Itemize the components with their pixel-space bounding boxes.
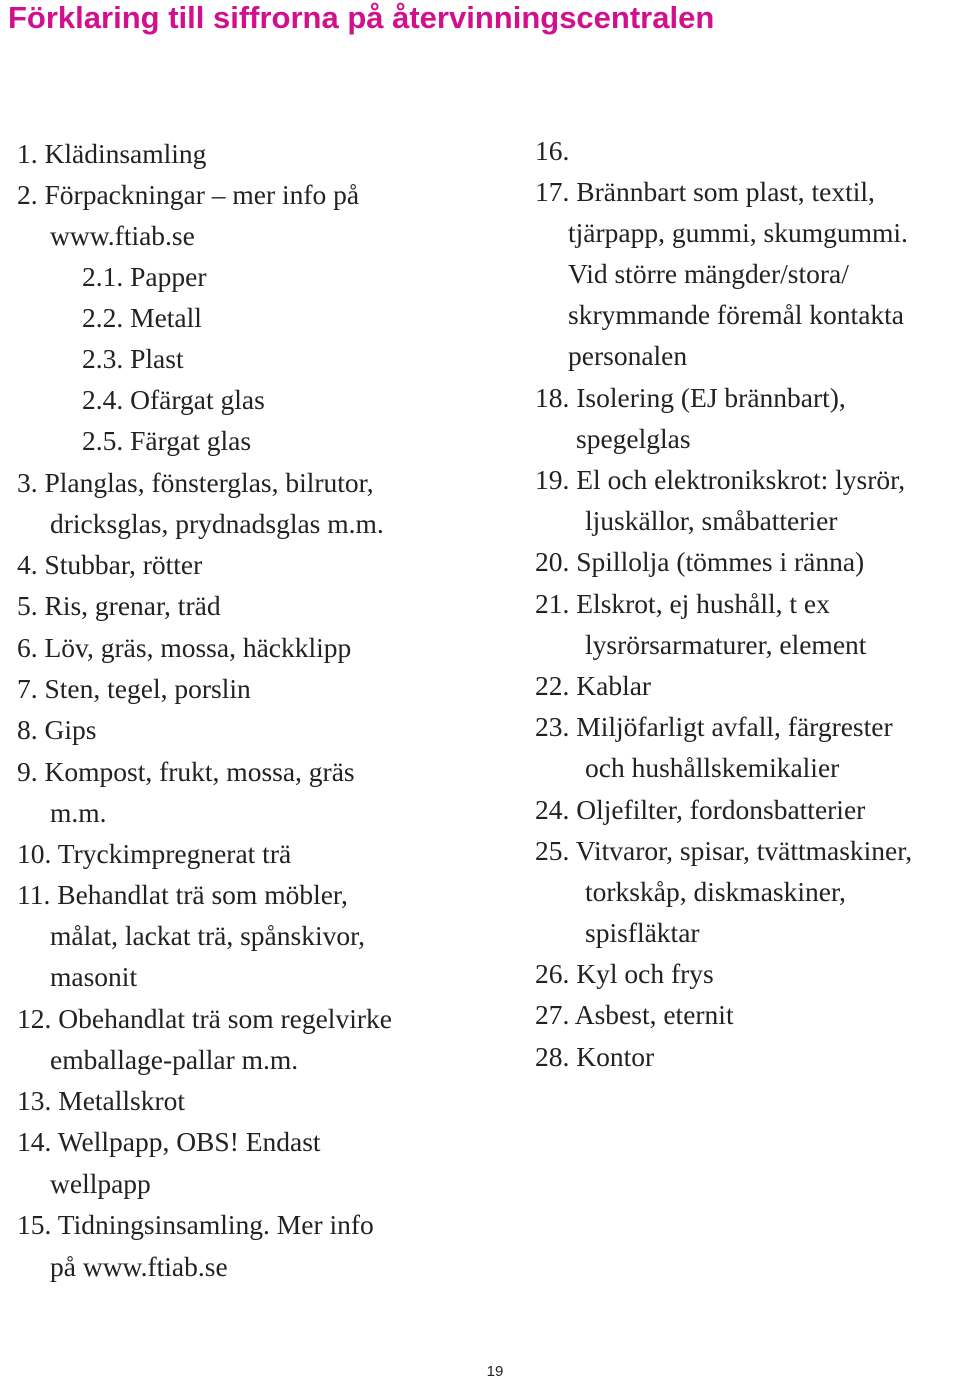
list-item: 11. Behandlat trä som möbler, [17,879,348,910]
list-item: 26. Kyl och frys [535,958,714,989]
list-item: 19. El och elektronikskrot: lysrör, [535,464,906,495]
list-item: 6. Löv, gräs, mossa, häckklipp [17,632,352,663]
list-item-continuation: dricksglas, prydnadsglas m.m. [50,508,384,539]
list-item: 20. Spillolja (tömmes i ränna) [535,546,865,577]
list-subitem: 2.2. Metall [82,302,202,333]
list-item-continuation: personalen [568,340,688,371]
list-item: 10. Tryckimpregnerat trä [17,838,292,869]
list-item: 25. Vitvaror, spisar, tvättmaskiner, [535,835,913,866]
list-item-continuation: masonit [50,961,138,992]
list-item-continuation: emballage-pallar m.m. [50,1044,299,1075]
list-item: 21. Elskrot, ej hushåll, t ex [535,588,830,619]
list-item: 24. Oljefilter, fordonsbatterier [535,794,866,825]
list-item: 16. [535,135,570,166]
list-subitem: 2.3. Plast [82,343,184,374]
list-item: 22. Kablar [535,670,652,701]
list-item-continuation: ljuskällor, småbatterier [585,505,838,536]
list-subitem: 2.4. Ofärgat glas [82,384,265,415]
list-item: 4. Stubbar, rötter [17,549,203,580]
list-item-continuation: på www.ftiab.se [50,1251,228,1282]
list-item-continuation: lysrörsarmaturer, element [585,629,867,660]
list-item: 1. Klädinsamling [17,138,207,169]
list-item: 7. Sten, tegel, porslin [17,673,251,704]
list-item: 18. Isolering (EJ brännbart), [535,382,846,413]
list-item: 14. Wellpapp, OBS! Endast [17,1126,321,1157]
list-item: 2. Förpackningar – mer info på [17,179,360,210]
list-item: 27. Asbest, eternit [535,999,734,1030]
list-item: 28. Kontor [535,1041,655,1072]
list-item-continuation: www.ftiab.se [50,220,195,251]
list-item-continuation: spegelglas [576,423,691,454]
list-item-continuation: skrymmande föremål kontakta [568,299,905,330]
page-number: 19 [486,1363,504,1380]
list-item-continuation: Vid större mängder/stora/ [568,258,849,289]
list-item: 3. Planglas, fönsterglas, bilrutor, [17,467,374,498]
list-item-continuation: wellpapp [50,1168,151,1199]
list-item: 12. Obehandlat trä som regelvirke [17,1003,392,1034]
page-title: Förklaring till siffrorna på återvinningscentralen [8,0,715,35]
list-item: 13. Metallskrot [17,1085,186,1116]
list-item-continuation: målat, lackat trä, spånskivor, [50,920,366,951]
list-item-continuation: tjärpapp, gummi, skumgummi. [568,217,908,248]
list-item-continuation: spisfläktar [585,917,700,948]
list-subitem: 2.1. Papper [82,261,207,292]
list-item: 9. Kompost, frukt, mossa, gräs [17,756,355,787]
list-item-continuation: m.m. [50,797,107,828]
list-item: 17. Brännbart som plast, textil, [535,176,875,207]
list-item: 5. Ris, grenar, träd [17,590,221,621]
list-subitem: 2.5. Färgat glas [82,425,252,456]
list-item: 23. Miljöfarligt avfall, färgrester [535,711,893,742]
list-item-continuation: och hushållskemikalier [585,752,840,783]
list-item: 15. Tidningsinsamling. Mer info [17,1209,374,1240]
list-item-continuation: torkskåp, diskmaskiner, [585,876,846,907]
list-item: 8. Gips [17,714,97,745]
